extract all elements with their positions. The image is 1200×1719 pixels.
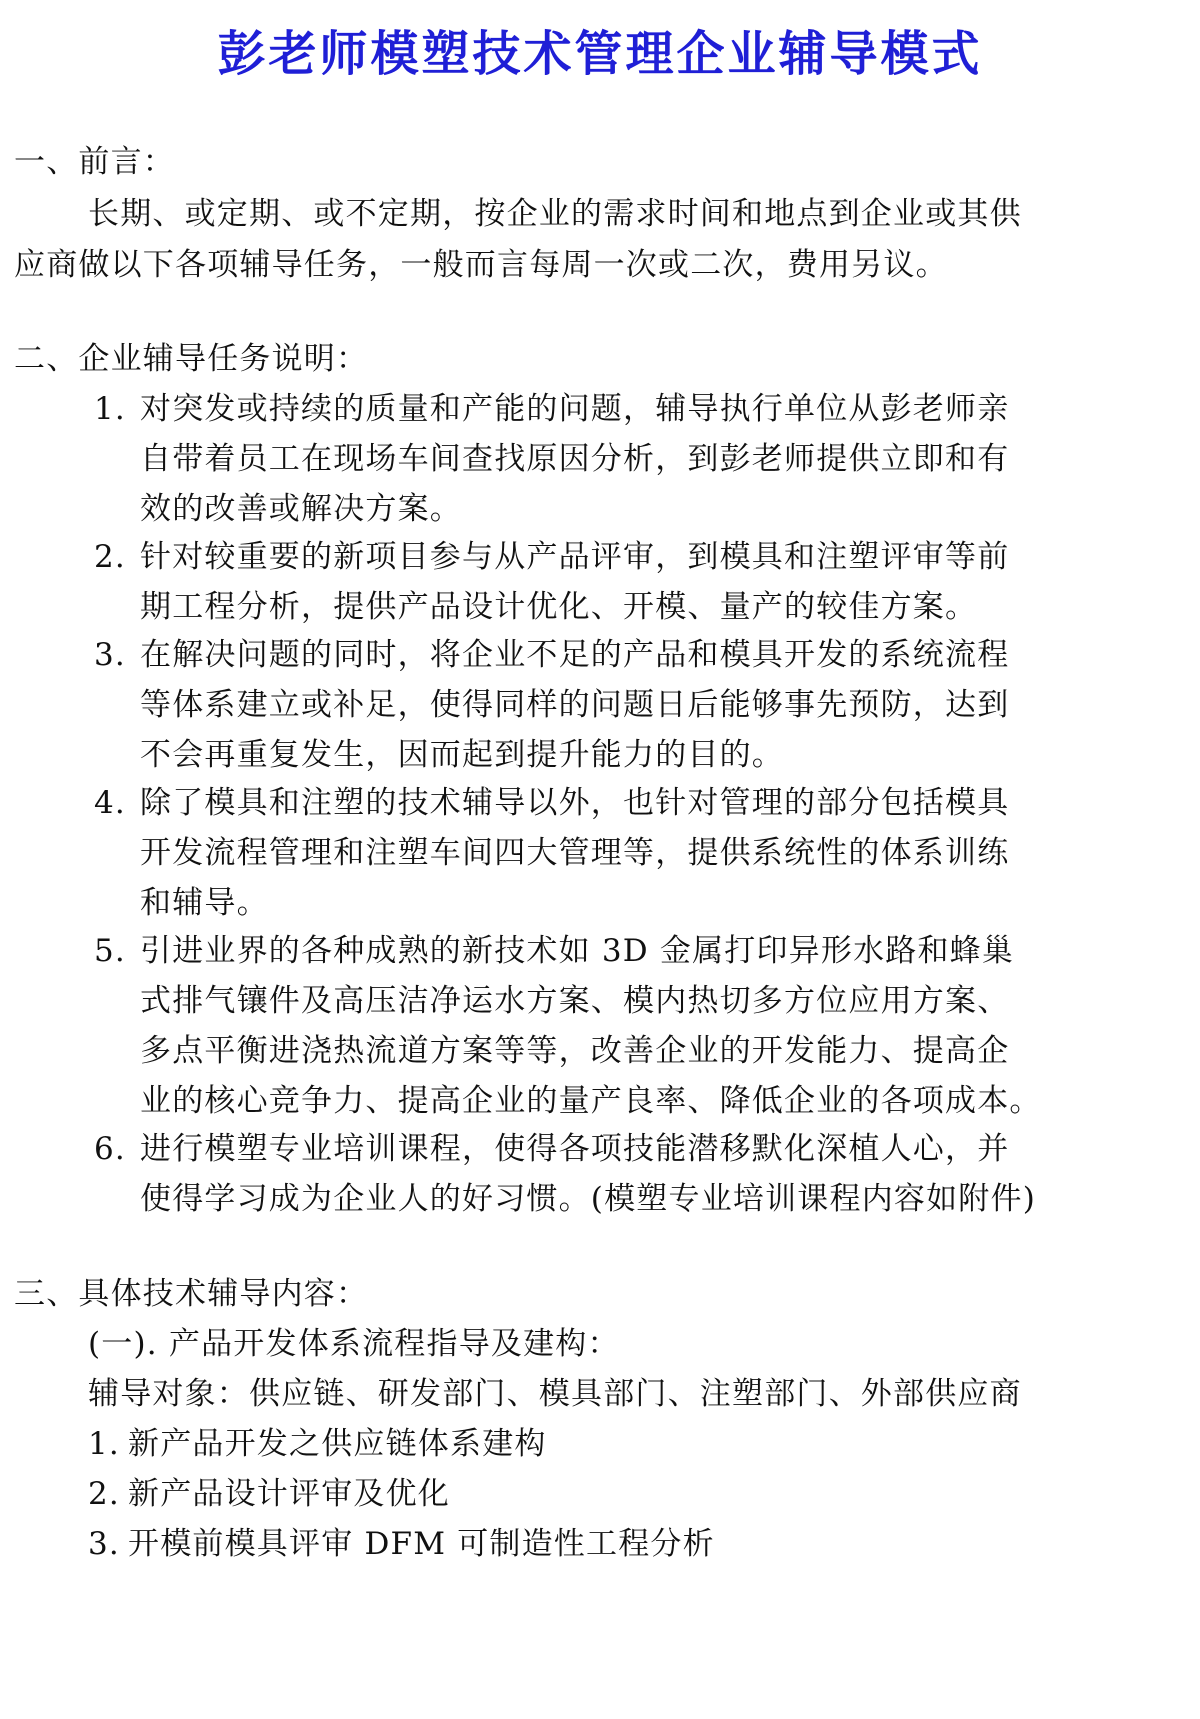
section2-item-4-line-2: 开发流程管理和注塑车间四大管理等，提供系统性的体系训练 (140, 835, 1010, 871)
section1-line-2: 应商做以下各项辅导任务，一般而言每周一次或二次，费用另议。 (14, 247, 948, 283)
section2-item-5-line-4: 业的核心竞争力、提高企业的量产良率、降低企业的各项成本。 (140, 1083, 1042, 1119)
section2-item-3-line-3: 不会再重复发生，因而起到提升能力的目的。 (140, 737, 784, 773)
item-text: 针对较重要的新项目参与从产品评审，到模具和注塑评审等前 (140, 539, 1010, 575)
section2-item-1-line-2: 自带着员工在现场车间查找原因分析，到彭老师提供立即和有 (140, 441, 1010, 477)
section3-subheading: (一). 产品开发体系流程指导及建构： (88, 1326, 620, 1362)
section2-item-6 (94, 1127, 1009, 1171)
document-title: 彭老师模塑技术管理企业辅导模式 (217, 26, 983, 82)
section3-heading: 三、具体技术辅导内容： (14, 1276, 369, 1312)
item-text: 新产品设计评审及优化 (128, 1476, 450, 1512)
item-number: 6. (94, 1131, 126, 1167)
section3-item-2 (88, 1472, 450, 1516)
section3-item-3 (88, 1522, 715, 1566)
item-text: 引进业界的各种成熟的新技术如 3D 金属打印异形水路和蜂巢 (140, 933, 1015, 969)
item-text: 除了模具和注塑的技术辅导以外，也针对管理的部分包括模具 (140, 785, 1010, 821)
item-text: 在解决问题的同时，将企业不足的产品和模具开发的系统流程 (140, 637, 1010, 673)
section2-item-2 (94, 535, 1009, 579)
item-text: 新产品开发之供应链体系建构 (128, 1426, 547, 1462)
section2-item-3-line-2: 等体系建立或补足，使得同样的问题日后能够事先预防，达到 (140, 687, 1010, 723)
item-number: 4. (94, 785, 126, 821)
item-number: 1. (88, 1426, 120, 1462)
item-number: 3. (94, 637, 126, 673)
section2-item-1-line-3: 效的改善或解决方案。 (140, 491, 462, 527)
item-number: 3. (88, 1526, 120, 1562)
item-text: 对突发或持续的质量和产能的问题，辅导执行单位从彭老师亲 (140, 391, 1010, 427)
section2-heading: 二、企业辅导任务说明： (14, 341, 369, 377)
section2-item-2-line-2: 期工程分析，提供产品设计优化、开模、量产的较佳方案。 (140, 589, 978, 625)
section1-heading: 一、前言： (14, 144, 175, 180)
section2-item-6-line-2: 使得学习成为企业人的好习惯。(模塑专业培训课程内容如附件) (140, 1181, 1036, 1217)
section2-item-5-line-2: 式排气镶件及高压洁净运水方案、模内热切多方位应用方案、 (140, 983, 1010, 1019)
section2-item-4-line-3: 和辅导。 (140, 885, 269, 921)
section3-target: 辅导对象：供应链、研发部门、模具部门、注塑部门、外部供应商 (88, 1376, 1022, 1412)
section2-item-4 (94, 781, 1009, 825)
item-text: 进行模塑专业培训课程，使得各项技能潜移默化深植人心，并 (140, 1131, 1010, 1167)
item-number: 2. (88, 1476, 120, 1512)
item-number: 1. (94, 391, 126, 427)
item-text: 开模前模具评审 DFM 可制造性工程分析 (128, 1526, 715, 1562)
item-number: 5. (94, 933, 126, 969)
section2-item-5-line-3: 多点平衡进浇热流道方案等等，改善企业的开发能力、提高企 (140, 1033, 1010, 1069)
item-number: 2. (94, 539, 126, 575)
section2-item-5 (94, 929, 1014, 973)
section2-item-1 (94, 387, 1009, 431)
section1-line-1: 长期、或定期、或不定期，按企业的需求时间和地点到企业或其供 (88, 196, 1022, 232)
section2-item-3 (94, 633, 1009, 677)
section3-item-1 (88, 1422, 547, 1466)
